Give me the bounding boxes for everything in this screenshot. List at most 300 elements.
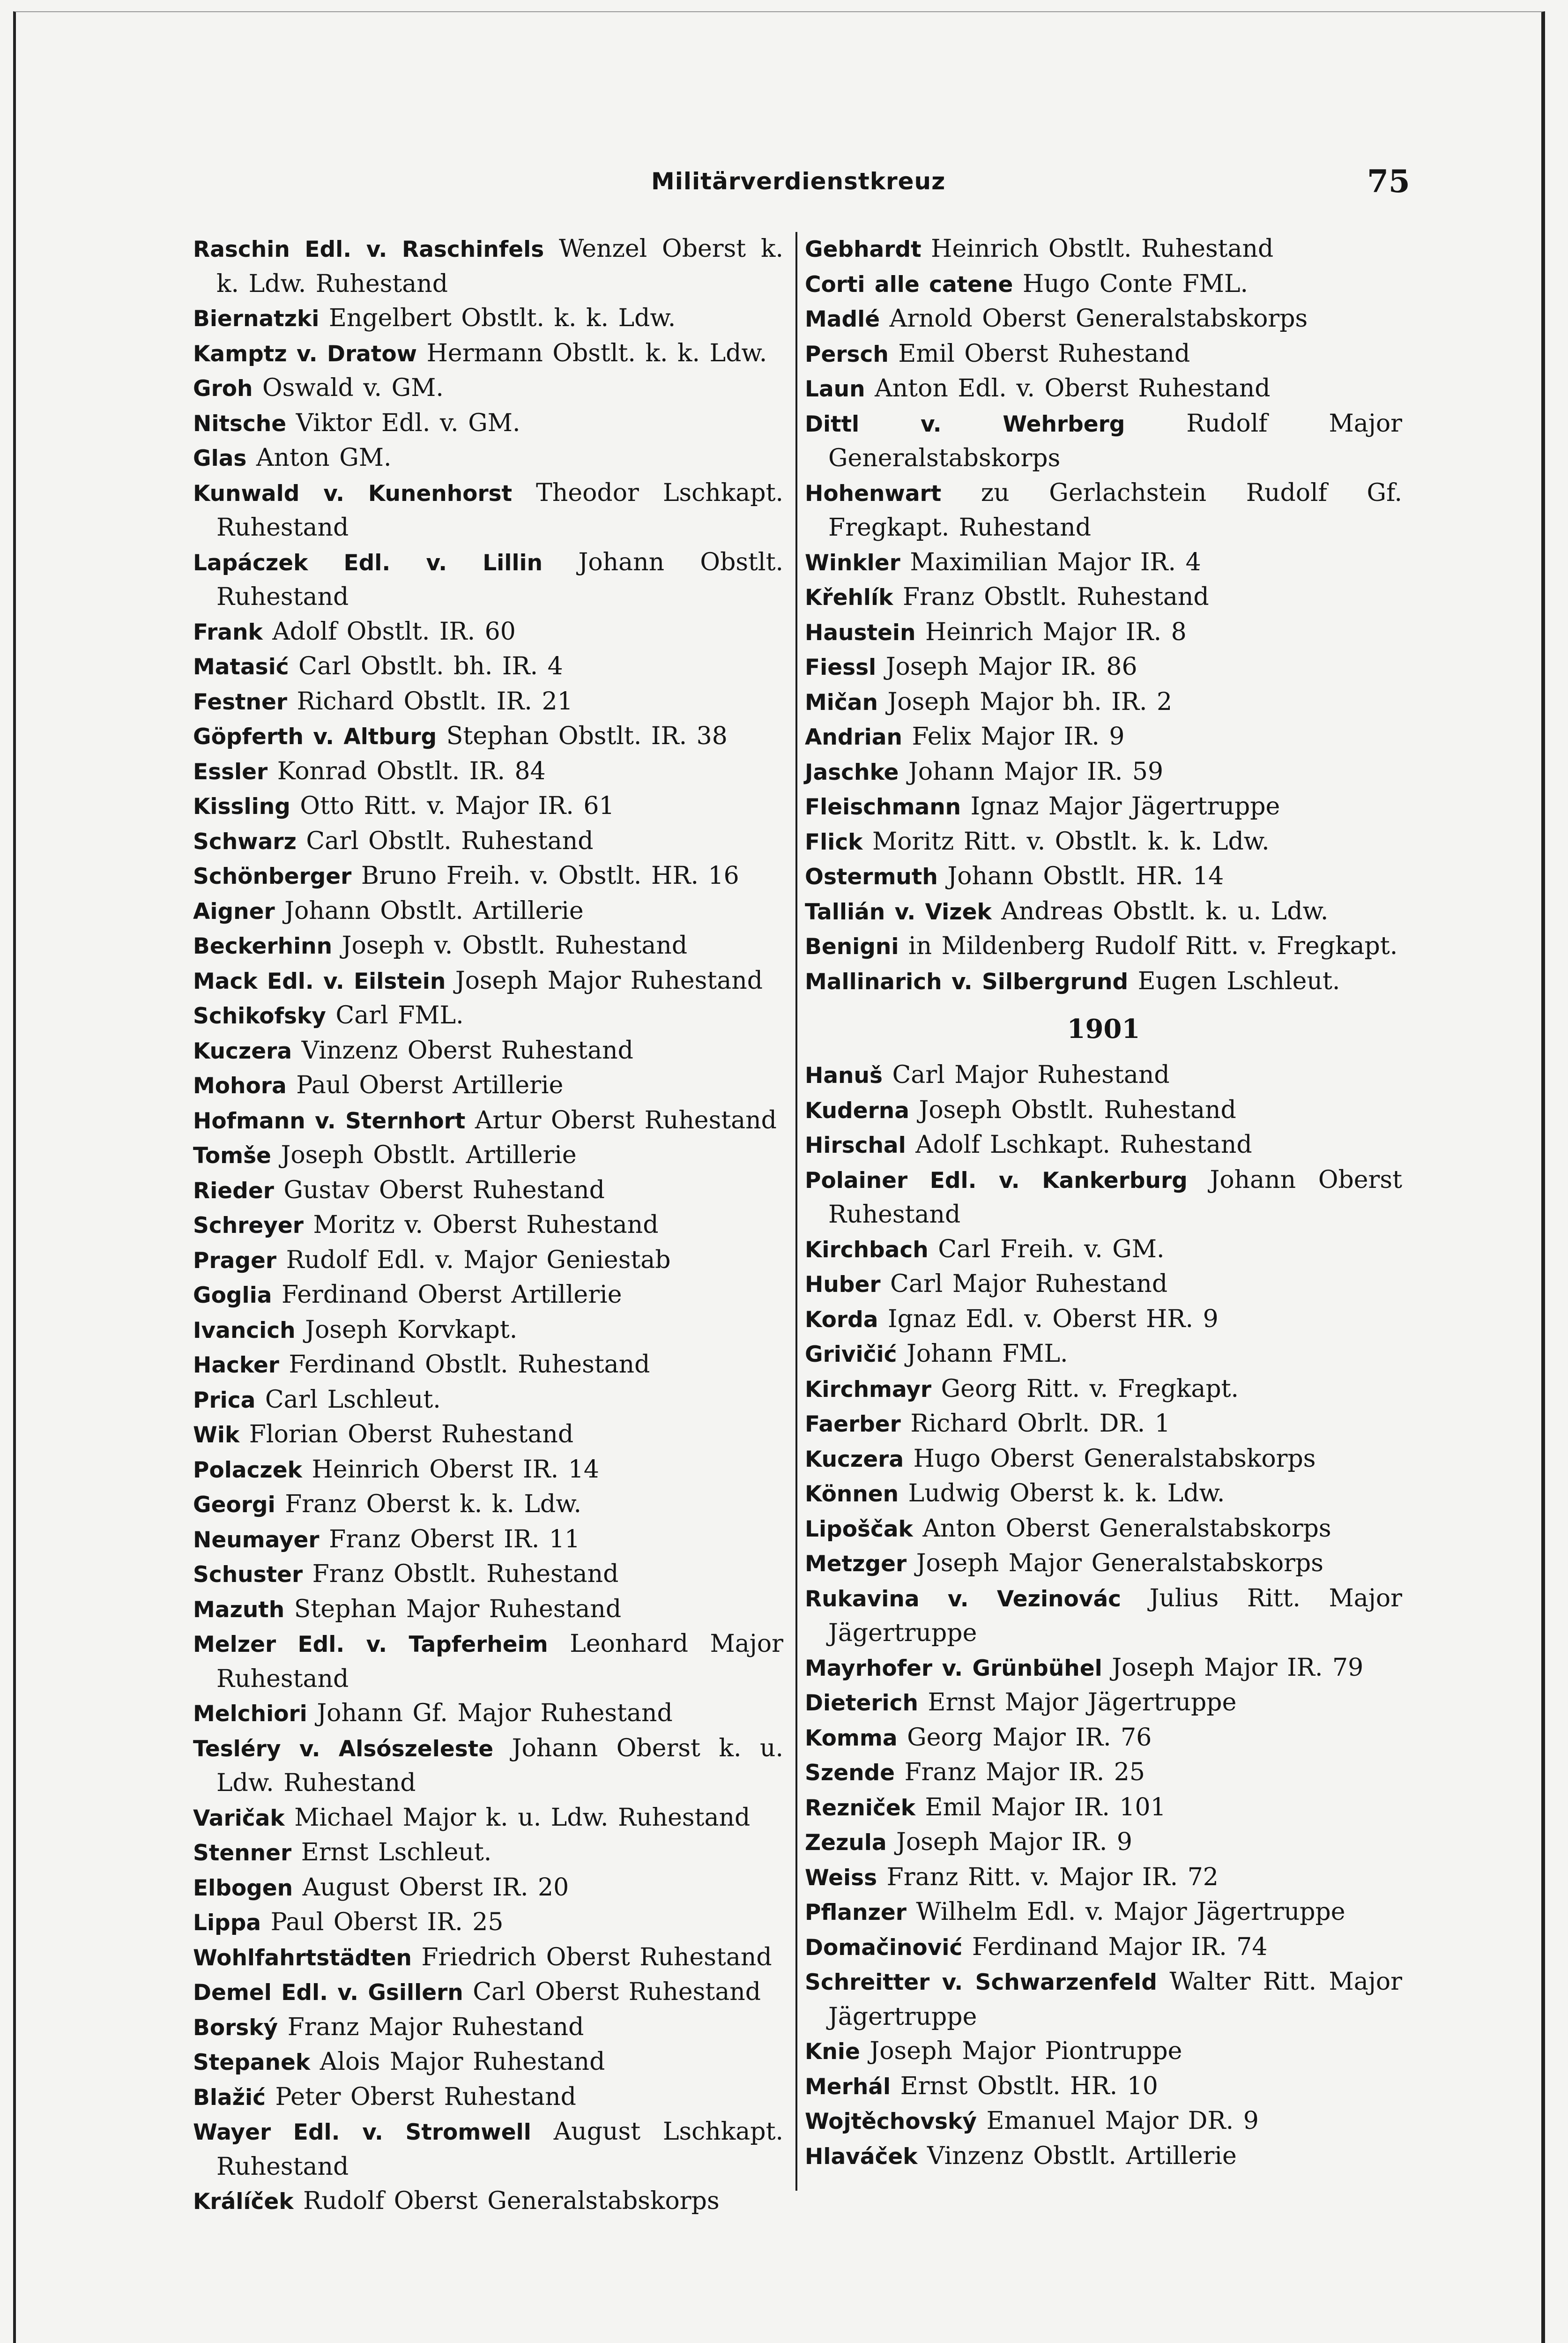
entry-name: Weiss <box>805 1865 877 1891</box>
entry-name: Huber <box>805 1272 881 1298</box>
entry-name: Merhál <box>805 2074 891 2100</box>
entry-detail: Heinrich Oberst IR. 14 <box>312 1455 599 1484</box>
list-item <box>193 615 783 650</box>
left-column <box>193 232 783 2219</box>
right-column <box>805 232 1402 2174</box>
list-item <box>805 337 1402 372</box>
entry-detail: Carl Oberst Ruhestand <box>473 1978 761 2006</box>
entry-name: Lipoščak <box>805 1516 913 1542</box>
entry-detail: Carl Major Ruhestand <box>892 1061 1170 1089</box>
entry-name: Ivancich <box>193 1317 296 1343</box>
list-item <box>805 580 1402 615</box>
entry-name: Domačinović <box>805 1934 963 1961</box>
list-item <box>805 825 1402 860</box>
list-item <box>193 1627 783 1696</box>
entry-name: Jaschke <box>805 759 899 785</box>
entry-name: Madlé <box>805 306 880 332</box>
list-item <box>193 1557 783 1592</box>
entry-detail: Johann Oberst k. u. Ldw. Ruhestand <box>216 1734 784 1797</box>
entry-detail: Hermann Obstlt. k. k. Ldw. <box>426 339 767 367</box>
list-item <box>805 1442 1402 1477</box>
entry-name: Kirchmayr <box>805 1376 932 1403</box>
list-item <box>193 964 783 999</box>
entry-name: Nitsche <box>193 410 287 437</box>
list-item <box>805 1860 1402 1895</box>
list-item <box>805 1755 1402 1791</box>
entry-detail: Johann Obstlt. HR. 14 <box>947 862 1224 890</box>
entry-detail: Joseph Major Piontruppe <box>869 2037 1182 2065</box>
entry-detail: Carl Obstlt. bh. IR. 4 <box>298 652 563 680</box>
entry-name: Fleischmann <box>805 794 961 820</box>
entry-detail: Joseph Korvkapt. <box>305 1315 518 1344</box>
entry-detail: Emil Oberst Ruhestand <box>898 339 1190 368</box>
entry-detail: Rudolf Oberst Generalstabskorps <box>303 2187 720 2215</box>
entry-name: Biernatzki <box>193 306 320 332</box>
entry-detail: Rudolf Edl. v. Major Geniestab <box>286 1246 671 1274</box>
list-item <box>805 267 1402 302</box>
entry-detail: Anton GM. <box>256 444 392 472</box>
list-item <box>193 1348 783 1383</box>
list-item <box>805 1093 1402 1128</box>
entry-detail: Franz Oberst k. k. Ldw. <box>285 1490 582 1518</box>
entry-detail: Georg Ritt. v. Fregkapt. <box>941 1374 1239 1403</box>
entry-detail: Engelbert Obstlt. k. k. Ldw. <box>328 304 676 332</box>
entry-detail: Maximilian Major IR. 4 <box>910 548 1201 576</box>
entry-name: Kuderna <box>805 1097 909 1124</box>
list-item <box>805 1372 1402 1407</box>
entry-detail: Adolf Lschkapt. Ruhestand <box>915 1131 1252 1159</box>
entry-name: Beckerhinn <box>193 933 333 959</box>
entry-name: Melzer Edl. v. Tapferheim <box>193 1632 548 1657</box>
entry-name: Rukavina v. Vezinovác <box>805 1586 1122 1612</box>
list-item <box>193 824 783 859</box>
entry-detail: Bruno Freih. v. Obstlt. HR. 16 <box>361 862 739 890</box>
entry-name: Essler <box>193 759 268 785</box>
entry-detail: Joseph Major Generalstabskorps <box>916 1549 1323 1577</box>
list-item <box>805 1825 1402 1860</box>
entry-detail: Florian Oberst Ruhestand <box>249 1420 574 1448</box>
entry-name: Frank <box>193 619 263 645</box>
entry-detail: Johann Oberst Ruhestand <box>828 1165 1402 1229</box>
list-item <box>193 859 783 894</box>
entry-name: Kissling <box>193 794 290 820</box>
list-item <box>193 1801 783 1836</box>
entry-name: Wohlfahrtstädten <box>193 1945 412 1971</box>
entry-name: Kunwald v. Kunenhorst <box>193 480 513 507</box>
entry-name: Mazuth <box>193 1597 285 1623</box>
entry-name: Kirchbach <box>805 1237 929 1263</box>
entry-detail: Emil Major IR. 101 <box>925 1793 1166 1821</box>
entry-name: Persch <box>805 341 889 367</box>
entry-detail: Carl Obstlt. Ruhestand <box>306 827 594 855</box>
list-item <box>805 1267 1402 1302</box>
entry-detail: Joseph Major IR. 79 <box>1112 1653 1364 1682</box>
list-item <box>805 1582 1402 1651</box>
entry-detail: Franz Obstlt. Ruhestand <box>902 583 1209 611</box>
entry-name: Festner <box>193 689 288 715</box>
list-item <box>805 372 1402 407</box>
entry-detail: Alois Major Ruhestand <box>320 2048 605 2076</box>
entry-detail: Michael Major k. u. Ldw. Ruhestand <box>294 1803 751 1832</box>
entry-name: Glas <box>193 446 247 471</box>
list-item <box>805 1163 1402 1232</box>
list-item <box>193 649 783 685</box>
entry-name: Polainer Edl. v. Kankerburg <box>805 1167 1188 1194</box>
entry-name: Groh <box>193 376 253 402</box>
list-item <box>193 1592 783 1627</box>
list-item <box>193 371 783 406</box>
list-item <box>805 1337 1402 1372</box>
entry-detail: Carl FML. <box>335 1001 464 1030</box>
list-item <box>805 476 1402 545</box>
entry-detail: Anton Edl. v. Oberst Ruhestand <box>875 374 1271 403</box>
entry-detail: Ferdinand Obstlt. Ruhestand <box>289 1351 650 1379</box>
entry-detail: Carl Lschleut. <box>265 1385 441 1414</box>
entry-name: Dieterich <box>805 1690 918 1716</box>
entry-name: Hofmann v. Sternhort <box>193 1108 466 1134</box>
list-item <box>193 1871 783 1906</box>
entry-name: Tomše <box>193 1143 271 1169</box>
entry-detail: Rudolf Major Generalstabskorps <box>828 409 1403 472</box>
entry-name: Lippa <box>193 1910 261 1936</box>
entry-name: Schreyer <box>193 1213 304 1239</box>
entry-detail: Leonhard Major Ruhestand <box>216 1630 783 1693</box>
list-item <box>193 406 783 441</box>
page-number: 75 <box>1367 163 1410 200</box>
entry-name: Goglia <box>193 1283 272 1308</box>
year-heading: 1901 <box>1067 1014 1140 1045</box>
list-item <box>805 964 1402 1000</box>
list-item <box>805 1546 1402 1582</box>
list-item <box>805 2069 1402 2104</box>
entry-name: Neumayer <box>193 1527 320 1553</box>
list-item <box>193 2115 783 2184</box>
list-item <box>193 1104 783 1139</box>
list-item <box>193 1313 783 1348</box>
entry-detail: Johann Major IR. 59 <box>908 757 1164 786</box>
entry-detail: Otto Ritt. v. Major IR. 61 <box>300 792 615 820</box>
list-item <box>193 2080 783 2115</box>
entry-name: Hirschal <box>805 1133 906 1158</box>
entry-detail: Joseph Obstlt. Artillerie <box>281 1141 577 1169</box>
list-item <box>805 1512 1402 1547</box>
entry-name: Elbogen <box>193 1875 293 1901</box>
entry-detail: Anton Oberst Generalstabskorps <box>922 1514 1331 1543</box>
entry-name: Schikofsky <box>193 1003 326 1029</box>
entry-detail: Ferdinand Major IR. 74 <box>972 1933 1268 1961</box>
list-item <box>805 685 1402 720</box>
list-item <box>805 1930 1402 1965</box>
list-item <box>805 545 1402 581</box>
entry-name: Kamptz v. Dratow <box>193 341 417 367</box>
list-item <box>193 2184 783 2219</box>
entry-detail: Ignaz Major Jägertruppe <box>970 792 1280 821</box>
list-item <box>805 790 1402 825</box>
list-item <box>193 1173 783 1209</box>
entry-name: Prica <box>193 1387 256 1413</box>
entry-detail: Ferdinand Oberst Artillerie <box>281 1281 622 1309</box>
list-item <box>193 1034 783 1069</box>
entry-detail: Eugen Lschleut. <box>1137 967 1340 995</box>
entry-detail: August Oberst IR. 20 <box>302 1873 569 1902</box>
entry-name: Zezula <box>805 1830 887 1856</box>
list-item <box>193 545 783 615</box>
entry-detail: Franz Obstlt. Ruhestand <box>312 1560 619 1588</box>
list-item <box>805 615 1402 650</box>
list-item <box>193 999 783 1034</box>
entry-detail: Johann Gf. Major Ruhestand <box>317 1699 673 1727</box>
entry-name: Georgi <box>193 1492 275 1518</box>
entry-detail: Georg Major IR. 76 <box>907 1723 1152 1752</box>
entry-name: Metzger <box>805 1551 907 1577</box>
entry-name: Aigner <box>193 898 275 925</box>
list-item <box>193 1975 783 2010</box>
entry-detail: Stephan Major Ruhestand <box>294 1595 622 1623</box>
list-item <box>805 2034 1402 2069</box>
entry-detail: Vinzenz Oberst Ruhestand <box>301 1036 633 1065</box>
entry-name: Können <box>805 1481 899 1507</box>
list-item <box>193 789 783 824</box>
list-item <box>193 929 783 964</box>
list-item <box>805 302 1402 337</box>
list-item <box>805 1232 1402 1268</box>
entry-detail: Franz Major IR. 25 <box>904 1758 1145 1786</box>
entry-detail: Joseph v. Obstlt. Ruhestand <box>342 932 688 960</box>
entry-name: Wik <box>193 1422 240 1448</box>
entry-name: Matasić <box>193 654 289 680</box>
entry-detail: Paul Oberst IR. 25 <box>270 1908 504 1936</box>
list-item <box>805 1965 1402 2034</box>
entry-detail: Richard Obstlt. IR. 21 <box>297 687 573 716</box>
entry-name: Rieder <box>193 1178 274 1204</box>
entry-detail: in Mildenberg Rudolf Ritt. v. Fregkapt. <box>908 932 1398 960</box>
entry-name: Ostermuth <box>805 864 938 890</box>
entry-name: Hanuš <box>805 1063 883 1089</box>
entry-detail: Johann Obstlt. Artillerie <box>284 896 584 925</box>
entry-detail: Viktor Edl. v. GM. <box>296 409 520 437</box>
entry-detail: Heinrich Obstlt. Ruhestand <box>931 235 1274 263</box>
running-title: Militärverdienstkreuz <box>651 168 946 195</box>
entry-detail: Johann Obstlt. Ruhestand <box>216 548 783 611</box>
list-item <box>805 650 1402 685</box>
list-item <box>193 685 783 720</box>
entry-name: Varičak <box>193 1805 285 1831</box>
list-item <box>193 1418 783 1453</box>
list-item <box>805 1791 1402 1826</box>
entry-name: Křehlík <box>805 585 893 611</box>
entry-name: Corti alle catene <box>805 271 1013 298</box>
list-item <box>193 336 783 372</box>
list-item <box>193 1940 783 1976</box>
entry-name: Rezniček <box>805 1795 915 1821</box>
entry-name: Mičan <box>805 689 878 716</box>
list-item <box>805 1302 1402 1337</box>
entry-detail: Joseph Major IR. 9 <box>896 1828 1132 1856</box>
entry-name: Kuczera <box>805 1446 904 1472</box>
list-item <box>193 1836 783 1871</box>
list-item <box>193 1383 783 1418</box>
entry-detail: Julius Ritt. Major Jägertruppe <box>828 1584 1403 1647</box>
entry-name: Faerber <box>805 1411 901 1437</box>
entry-detail: Hugo Conte FML. <box>1022 269 1248 298</box>
list-item <box>805 720 1402 755</box>
entry-name: Dittl v. Wehrberg <box>805 411 1125 437</box>
entry-name: Pflanzer <box>805 1900 907 1925</box>
list-item <box>193 1243 783 1278</box>
list-item <box>193 1278 783 1313</box>
entry-detail: August Lschkapt. Ruhestand <box>216 2118 783 2181</box>
entry-detail: Artur Oberst Ruhestand <box>475 1106 777 1134</box>
list-item <box>805 1128 1402 1163</box>
list-item <box>193 232 783 301</box>
list-item <box>193 1522 783 1558</box>
entry-name: Göpferth v. Altburg <box>193 724 437 750</box>
entry-name: Schönberger <box>193 864 352 889</box>
entry-name: Laun <box>805 376 865 402</box>
list-item <box>805 859 1402 895</box>
entry-detail: Walter Ritt. Major Jägertruppe <box>828 1968 1403 2031</box>
list-item <box>805 407 1402 476</box>
entry-detail: Ernst Obstlt. HR. 10 <box>900 2072 1158 2100</box>
list-item <box>805 1477 1402 1512</box>
entry-name: Schwarz <box>193 828 297 855</box>
entry-name: Lapáczek Edl. v. Lillin <box>193 550 543 576</box>
list-item <box>193 1905 783 1940</box>
entry-detail: Richard Obrlt. DR. 1 <box>910 1410 1170 1438</box>
entry-name: Grivičić <box>805 1342 897 1367</box>
list-item <box>193 476 783 545</box>
entry-name: Flick <box>805 829 863 855</box>
entry-detail: zu Gerlachstein Rudolf Gf. Fregkapt. Ruhestand <box>828 478 1402 542</box>
entry-name: Haustein <box>805 619 916 646</box>
entry-name: Szende <box>805 1760 895 1786</box>
entry-name: Hlaváček <box>805 2143 918 2170</box>
entry-detail: Moritz v. Oberst Ruhestand <box>313 1211 659 1239</box>
entry-detail: Gustav Oberst Ruhestand <box>283 1176 605 1204</box>
list-item <box>805 929 1402 964</box>
entry-detail: Franz Ritt. v. Major IR. 72 <box>886 1863 1219 1891</box>
entry-detail: Friedrich Oberst Ruhestand <box>421 1943 772 1971</box>
entry-detail: Ernst Major Jägertruppe <box>928 1688 1237 1716</box>
entry-detail: Hugo Oberst Generalstabskorps <box>913 1444 1316 1473</box>
entry-name: Mack Edl. v. Eilstein <box>193 968 446 994</box>
list-item <box>805 232 1402 267</box>
entry-detail: Wilhelm Edl. v. Major Jägertruppe <box>916 1898 1345 1926</box>
entry-detail: Felix Major IR. 9 <box>912 723 1125 751</box>
entry-detail: Carl Freih. v. GM. <box>938 1235 1165 1263</box>
entry-detail: Johann FML. <box>906 1340 1068 1368</box>
entry-detail: Carl Major Ruhestand <box>890 1270 1168 1298</box>
entry-name: Hohenwart <box>805 480 942 507</box>
entry-name: Blažić <box>193 2084 266 2111</box>
list-item <box>193 719 783 754</box>
list-item <box>805 1651 1402 1686</box>
entry-detail: Moritz Ritt. v. Obstlt. k. k. Ldw. <box>872 827 1270 856</box>
list-item <box>805 1895 1402 1930</box>
list-item <box>805 2104 1402 2139</box>
list-item <box>805 2139 1402 2174</box>
list-item <box>193 1208 783 1243</box>
entry-name: Melchiori <box>193 1701 307 1727</box>
list-item <box>193 1453 783 1488</box>
entry-name: Schreitter v. Schwarzenfeld <box>805 1970 1157 1995</box>
entry-detail: Oswald v. GM. <box>262 374 444 402</box>
entry-name: Tallián v. Vizek <box>805 899 992 925</box>
entry-name: Prager <box>193 1247 277 1274</box>
entry-name: Benigni <box>805 934 899 960</box>
list-item <box>193 1068 783 1104</box>
entry-name: Winkler <box>805 550 900 576</box>
list-item <box>805 1407 1402 1442</box>
list-item <box>805 1721 1402 1756</box>
entry-detail: Heinrich Major IR. 8 <box>925 618 1187 646</box>
entry-name: Mayrhofer v. Grünbühel <box>805 1655 1102 1681</box>
entry-name: Stenner <box>193 1840 292 1866</box>
entry-name: Gebhardt <box>805 237 921 262</box>
entry-name: Králíček <box>193 2189 294 2215</box>
entry-name: Wojtěchovský <box>805 2109 977 2134</box>
entry-name: Mohora <box>193 1073 287 1099</box>
list-item <box>193 1487 783 1522</box>
list-item <box>193 2045 783 2080</box>
entry-name: Stepanek <box>193 2050 311 2075</box>
entry-detail: Joseph Obstlt. Ruhestand <box>919 1096 1236 1124</box>
entry-name: Schuster <box>193 1562 303 1588</box>
entry-detail: Joseph Major bh. IR. 2 <box>887 687 1173 716</box>
entry-detail: Joseph Major Ruhestand <box>455 966 763 995</box>
entry-detail: Ignaz Edl. v. Oberst HR. 9 <box>887 1305 1219 1333</box>
list-item <box>193 1696 783 1731</box>
entry-name: Korda <box>805 1306 878 1333</box>
entry-detail: Paul Oberst Artillerie <box>296 1071 564 1099</box>
entry-name: Tesléry v. Alsószeleste <box>193 1736 494 1762</box>
list-item <box>805 895 1402 930</box>
entry-detail: Peter Oberst Ruhestand <box>275 2082 576 2111</box>
entry-detail: Emanuel Major DR. 9 <box>986 2107 1259 2135</box>
list-item <box>805 755 1402 790</box>
entry-name: Hacker <box>193 1352 279 1378</box>
list-item <box>805 1058 1402 1093</box>
entry-detail: Ernst Lschleut. <box>301 1838 492 1866</box>
entry-name: Fiessl <box>805 655 877 680</box>
entry-name: Komma <box>805 1725 898 1751</box>
list-item <box>193 2010 783 2045</box>
entry-name: Andrian <box>805 724 902 750</box>
entry-detail: Vinzenz Obstlt. Artillerie <box>927 2142 1237 2170</box>
right-column-entries-top <box>805 232 1402 999</box>
entry-detail: Konrad Obstlt. IR. 84 <box>277 757 546 785</box>
entry-detail: Theodor Lschkapt. Ruhestand <box>216 478 783 542</box>
entry-name: Polaczek <box>193 1457 302 1483</box>
entry-name: Borský <box>193 2015 278 2041</box>
entry-name: Raschin Edl. v. Raschinfels <box>193 237 544 262</box>
entry-detail: Arnold Oberst Generalstabskorps <box>889 305 1308 333</box>
list-item <box>193 894 783 929</box>
list-item <box>193 1731 783 1801</box>
entry-detail: Ludwig Oberst k. k. Ldw. <box>908 1479 1225 1507</box>
list-item <box>193 1138 783 1173</box>
list-item <box>193 754 783 790</box>
entry-detail: Joseph Major IR. 86 <box>885 653 1137 681</box>
entry-name: Kuczera <box>193 1038 292 1064</box>
list-item <box>193 301 783 336</box>
entry-detail: Franz Major Ruhestand <box>287 2013 584 2041</box>
entry-detail: Wenzel Oberst k. k. Ldw. Ruhestand <box>216 235 784 298</box>
entry-name: Demel Edl. v. Gsillern <box>193 1980 463 2006</box>
entry-detail: Andreas Obstlt. k. u. Ldw. <box>1001 897 1329 925</box>
list-item <box>805 1686 1402 1721</box>
list-item <box>193 441 783 476</box>
